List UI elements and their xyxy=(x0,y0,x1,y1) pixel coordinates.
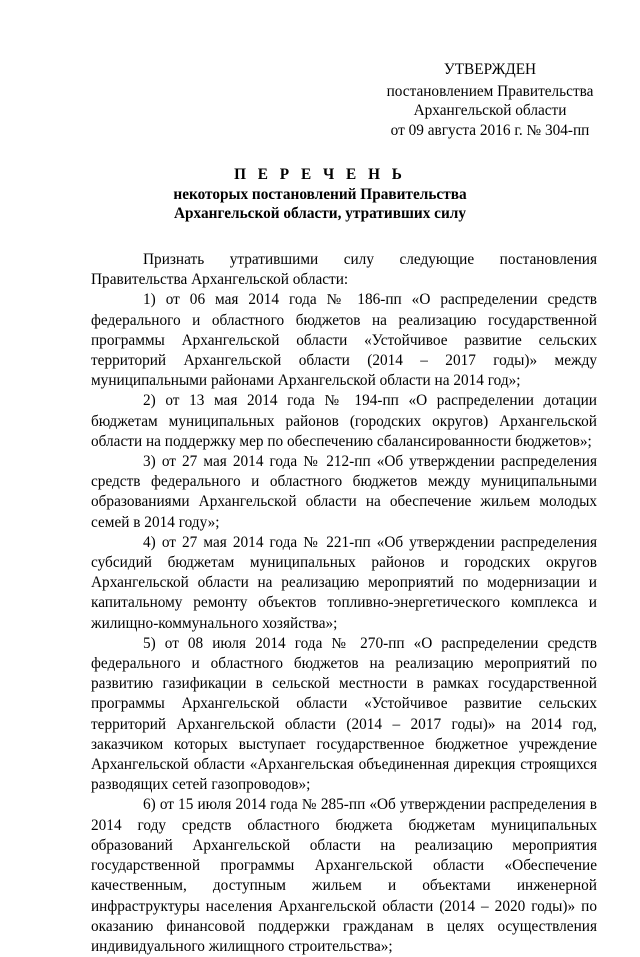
document-heading xyxy=(0,165,640,224)
approval-line-2: Архангельской области xyxy=(413,102,567,120)
list-item: 1) от 06 мая 2014 года № 186-пп «О распределении средств федерального и областного бюджетов на реализацию государственной программы Архангельской области «Устойчивое развитие сельских территорий Архангельской области (2014 – 2017 годы)» между муниципальными районами Архангельской области на 2014 год»; xyxy=(91,291,597,390)
list-item: 2) от 13 мая 2014 года № 194-пп «О распределении дотации бюджетам муниципальных районов (городских округов) Архангельской области на поддержку мер по обеспечению сбалансированности бюджетов»; xyxy=(91,392,597,450)
list-item: 4) от 27 мая 2014 года № 221-пп «Об утверждении распределения субсидий бюджетам муниципальных районов и городских округов Архангельской области на реализацию мероприятий по модернизации и капитальному ремонту объектов топливно-энергетического комплекса и жилищно-коммунального хозяйства»; xyxy=(91,533,597,632)
list-item: 5) от 08 июля 2014 года № 270-пп «О распределении средств федерального и областного бюджетов на реализацию мероприятий по развитию газификации в сельской местности в рамках государственной программы Архангельской области «Устойчивое развитие сельских территорий Архангельской области (2014 – 2017 годы)» на 2014 год, заказчиком которых выступает государственное бюджетное учреждение Архангельской области «Архангельская объединенная дирекция строящихся разводящих сетей газопроводов»; xyxy=(91,634,597,794)
intro-paragraph: Признать утратившими силу следующие постановления Правительства Архангельской области: xyxy=(91,251,597,289)
approval-line-1: постановлением Правительства xyxy=(386,82,594,100)
document-body xyxy=(91,250,597,957)
list-item: 3) от 27 мая 2014 года № 212-пп «Об утверждении распределения средств федерального и областного бюджетов между муниципальными образованиями Архангельской области на обеспечение жильем молодых семей в 2014 году»; xyxy=(91,453,597,531)
list-item: 6) от 15 июля 2014 года № 285-пп «Об утверждении распределения в 2014 году средств областного бюджета бюджетам муниципальных образований Архангельской области на реализацию мероприятия государственной программы Архангельской области «Обеспечение качественным, доступным жильем и объектами инженерной инфраструктуры населения Архангельской области (2014 – 2020 годы)» по оказанию финансовой поддержки гражданам в целях осуществления индивидуального жилищного строительства»; xyxy=(91,796,597,955)
document-title: П Е Р Е Ч Е Н Ь xyxy=(234,166,406,183)
approval-line-3: от 09 августа 2016 г. № 304-пп xyxy=(390,121,590,139)
approval-stamp xyxy=(370,60,610,140)
document-subtitle-line-2: Архангельской области, утративших силу xyxy=(174,205,466,223)
document-subtitle-line-1: некоторых постановлений Правительства xyxy=(173,185,467,203)
approval-heading: УТВЕРЖДЕН xyxy=(443,61,537,78)
